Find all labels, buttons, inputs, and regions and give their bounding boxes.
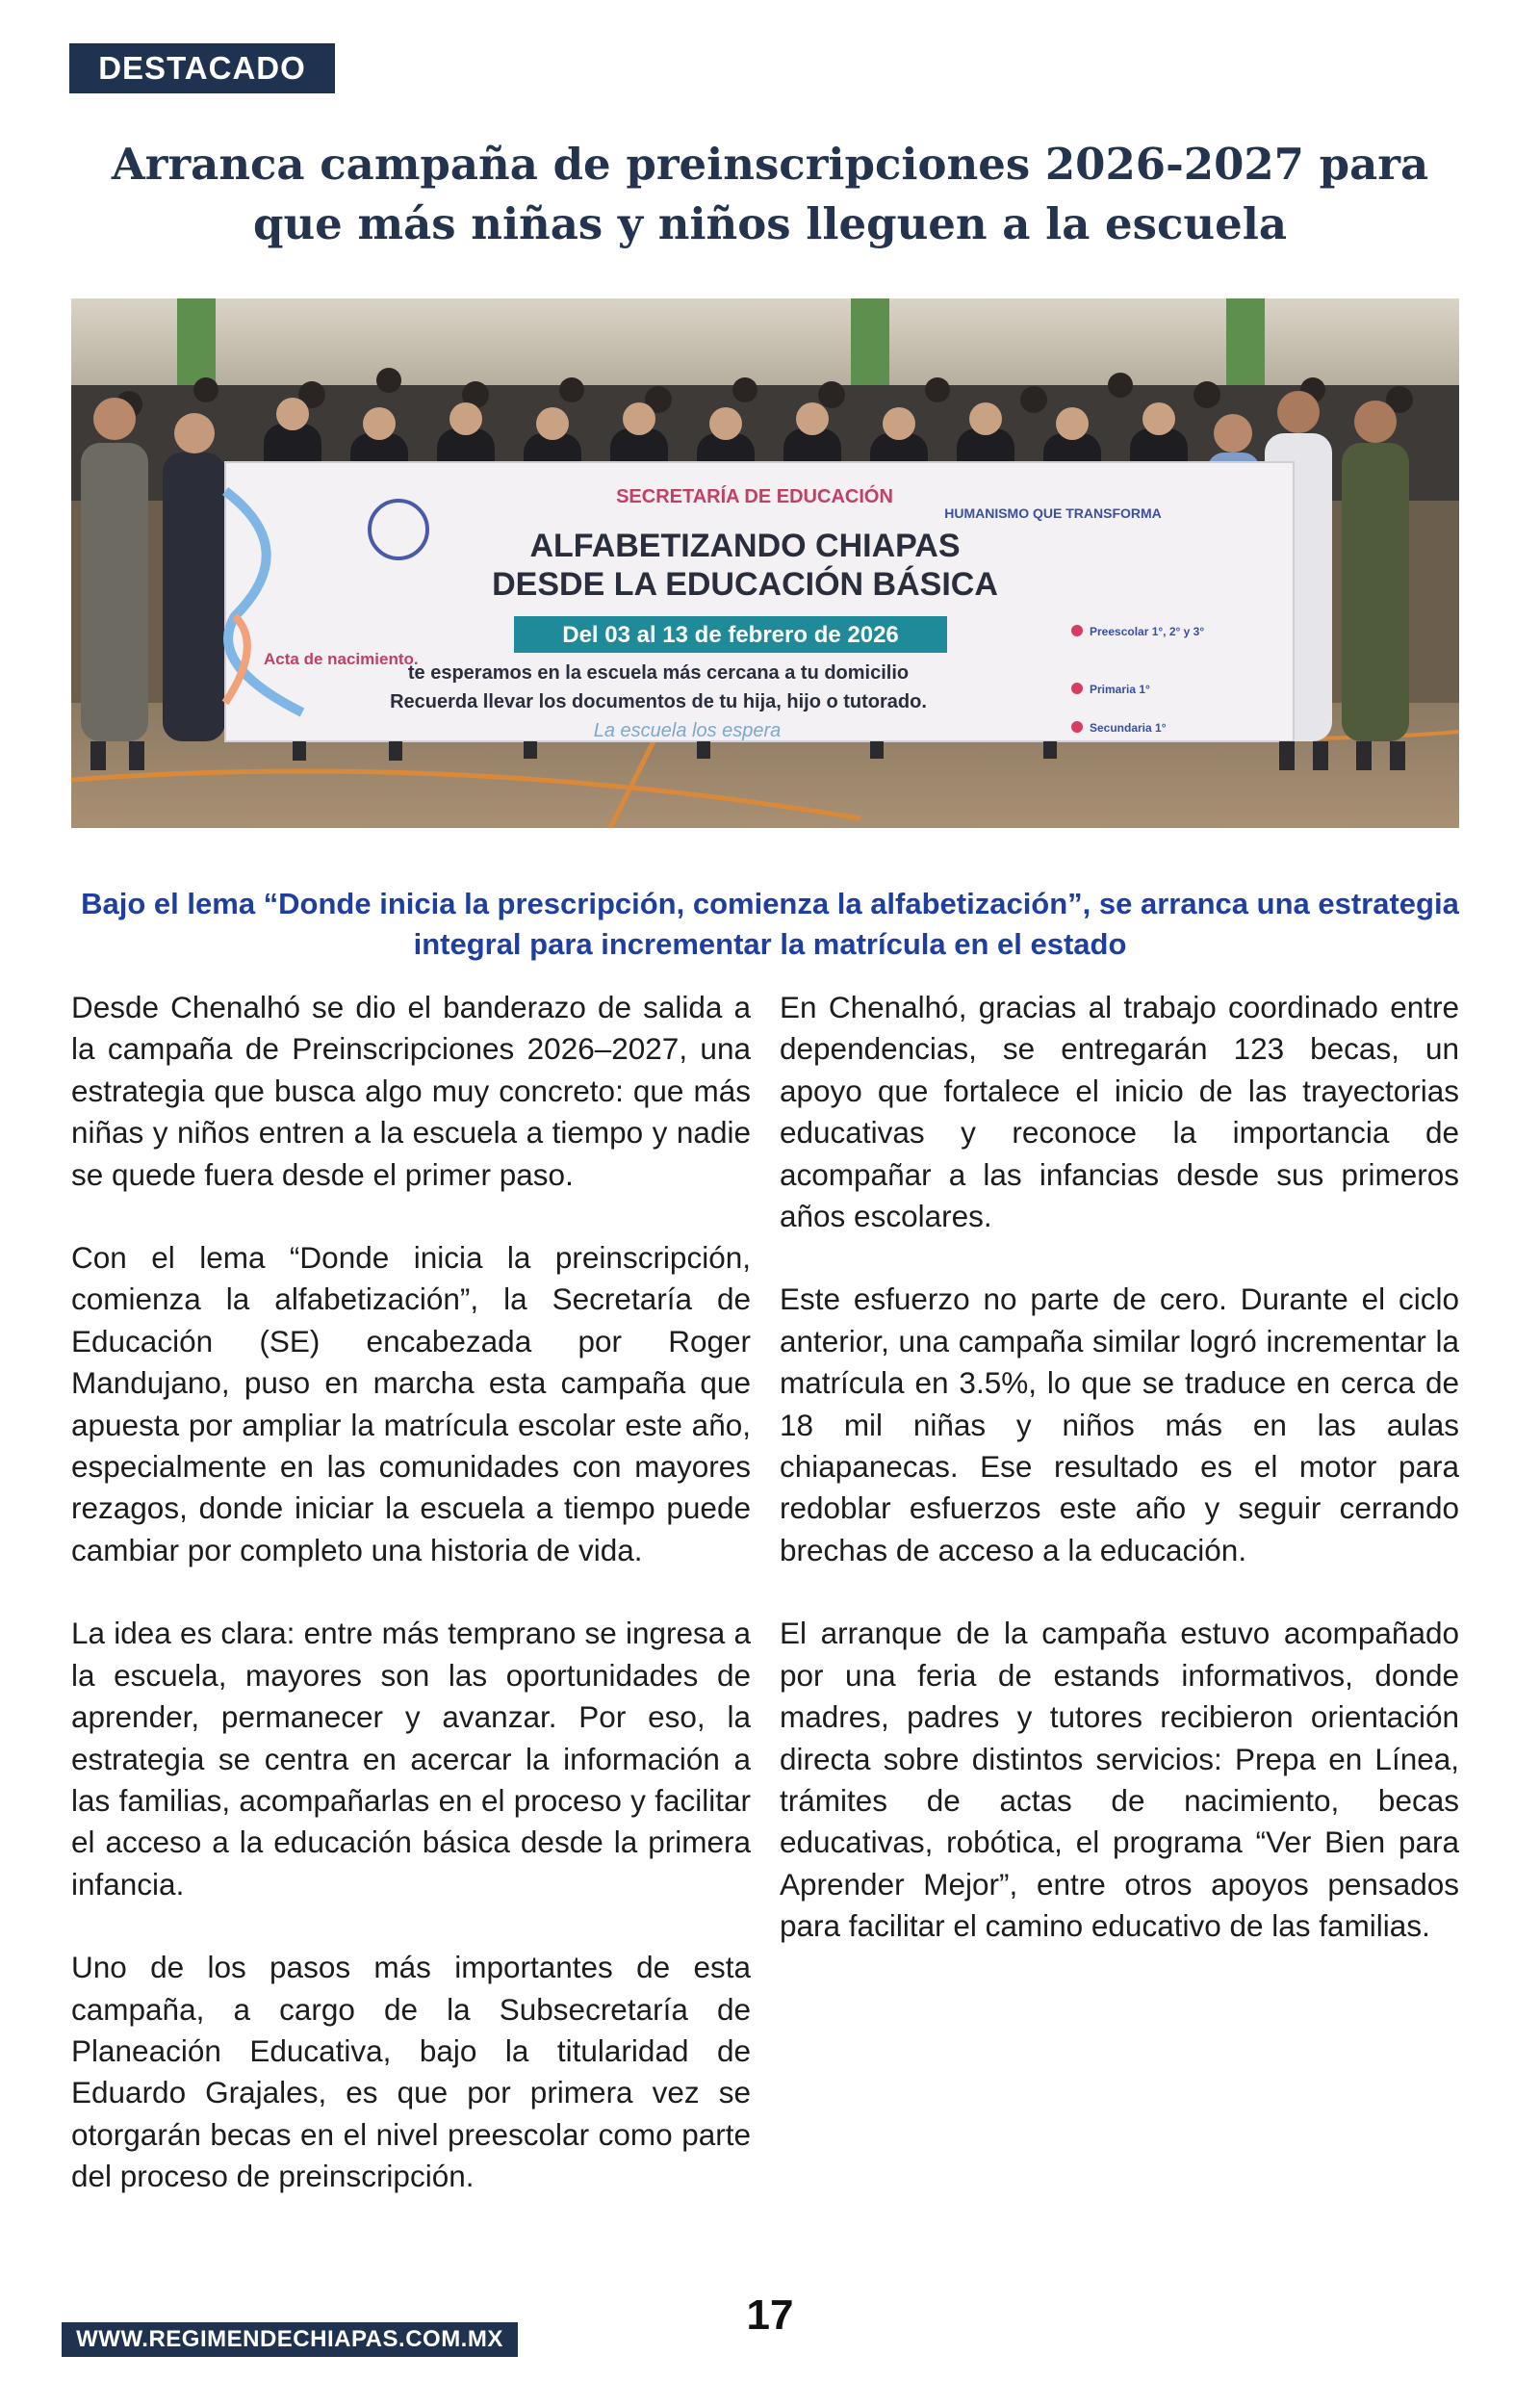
banner-tagline: La escuela los espera — [593, 720, 782, 741]
paragraph: Este esfuerzo no parte de cero. Durante el ciclo anterior, una campaña similar logró incrementar la matrícula en 3.5%, lo que se traduce en cerca de 18 mil niñas y niños más en las aulas chiapanecas. Ese resultado es el motor para redoblar esfuerzos este año y seguir cerrando brechas de acceso a la educación. — [780, 1281, 1459, 1567]
banner-level-3: Secundaria 1° — [1090, 721, 1167, 735]
article-photo — [71, 298, 1459, 828]
paragraph: El arranque de la campaña estuvo acompañado por una feria de estands informativos, donde madres, padres y tutores recibieron orientación directa sobre distintos servicios: Prepa en Línea, trámites de actas de nacimiento, becas educativas, robótica, el programa “Ver Bien para Aprender Mejor”, entre otros apoyos pensados para facilitar el camino educativo de las familias. — [780, 1616, 1459, 1944]
banner-logo-text: HUMANISMO QUE TRANSFORMA — [944, 505, 1162, 521]
banner-invite: te esperamos en la escuela más cercana a tu domicilio — [407, 662, 910, 684]
banner-reminder: Recuerda llevar los documentos de tu hija, hijo o tutorado. — [390, 691, 927, 712]
banner-agency: SECRETARÍA DE EDUCACIÓN — [616, 486, 893, 507]
paragraph: La idea es clara: entre más temprano se ingresa a la escuela, mayores son las oportunidades de aprender, permanecer y avanzar. Por eso, la estrategia se centra en acercar la información a las familias, acompañarlas en el proceso y facilitar el acceso a la educación básica desde la primera infancia. — [71, 1616, 751, 1902]
banner-dates: Del 03 al 13 de febrero de 2026 — [562, 622, 899, 648]
article-column-right — [780, 987, 1459, 1989]
article-column-left — [71, 987, 751, 2239]
banner-level-1: Preescolar 1°, 2° y 3° — [1090, 625, 1205, 638]
banner-doc-label: Acta de nacimiento. — [264, 650, 419, 668]
article-headline: Arranca campaña de preinscripciones 2026-2027 para que más niñas y niños lleguen a la escuela — [111, 139, 1429, 249]
paragraph: Desde Chenalhó se dio el banderazo de salida a la campaña de Preinscripciones 2026–2027, una estrategia que busca algo muy concreto: que más niñas y niños entren a la escuela a tiempo y nadie se quede fuera desde el primer paso. — [71, 990, 751, 1192]
banner-line1: ALFABETIZANDO CHIAPAS — [529, 528, 961, 564]
banner-line2: DESDE LA EDUCACIÓN BÁSICA — [492, 566, 998, 603]
section-tag: DESTACADO — [69, 43, 335, 93]
paragraph: Con el lema “Donde inicia la preinscripción, comienza la alfabetización”, la Secretaría de Educación (SE) encabezada por Roger Mandujano, puso en marcha esta campaña que apuesta por ampliar la matrícula escolar este año, especialmente en las comunidades con mayores rezagos, donde iniciar la escuela a tiempo puede cambiar por completo una historia de vida. — [71, 1240, 751, 1567]
page-number: 17 — [746, 2291, 794, 2339]
article-subhead: Bajo el lema “Donde inicia la prescripción, comienza la alfabetización”, se arranca una estrategia integral para incrementar la matrícula en el estado — [81, 887, 1459, 961]
website-link[interactable]: WWW.REGIMENDECHIAPAS.COM.MX — [62, 2322, 518, 2357]
banner-level-2: Primaria 1° — [1090, 683, 1150, 696]
paragraph: Uno de los pasos más importantes de esta campaña, a cargo de la Subsecretaría de Planeación Educativa, bajo la titularidad de Eduardo Grajales, es que por primera vez se otorgarán becas en el nivel preescolar como parte del proceso de preinscripción. — [71, 1950, 751, 2194]
paragraph: En Chenalhó, gracias al trabajo coordinado entre dependencias, se entregarán 123 becas, un apoyo que fortalece el inicio de las trayectorias educativas y reconoce la importancia de acompañar a las infancias desde sus primeros años escolares. — [780, 990, 1459, 1234]
